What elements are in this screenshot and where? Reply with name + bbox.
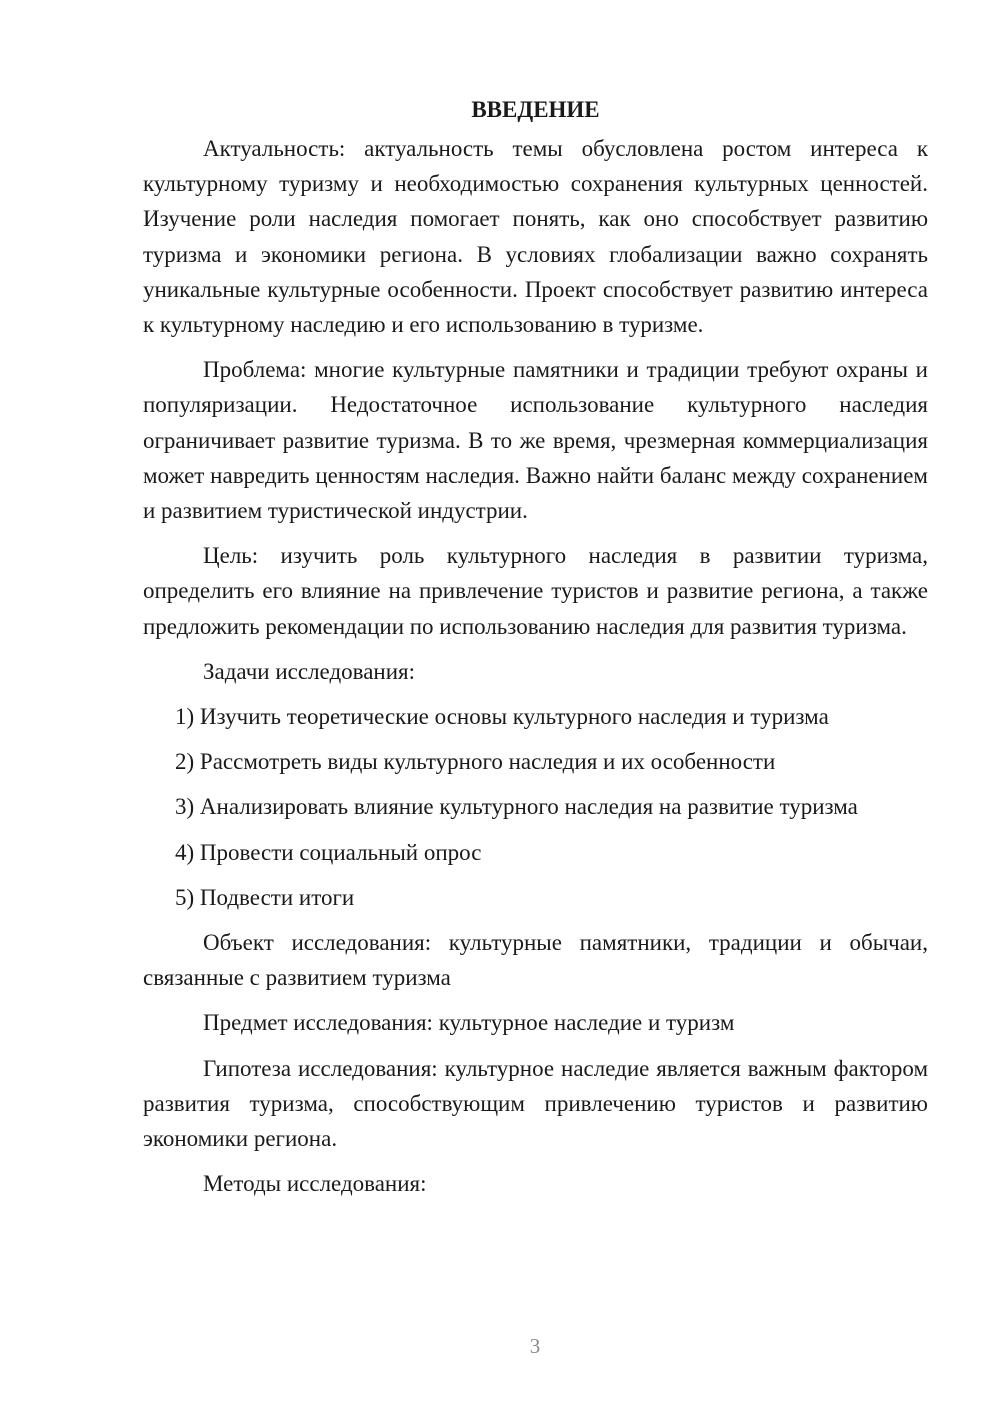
list-item: 2) Рассмотреть виды культурного наследия и их особенности — [175, 749, 776, 775]
list-item: 5) Подвести итоги — [175, 884, 355, 910]
section-title: ВВЕДЕНИЕ — [471, 97, 600, 122]
methods-heading: Методы исследования: — [203, 1171, 427, 1197]
tasks-heading: Задачи исследования: — [203, 658, 416, 684]
page-number: 3 — [529, 1334, 541, 1358]
paragraph-goal: Цель: изучить роль культурного наследия в развитии туризма, определить его влияние на привлечение туристов и развитие региона, а также предложить рекомендации по использованию наследия для развития туризма. — [143, 543, 928, 639]
list-item: 3) Анализировать влияние культурного наследия на развитие туризма — [175, 794, 858, 820]
paragraph-object: Объект исследования: культурные памятники, традиции и обычаи, связанные с развитием туризма — [143, 930, 928, 991]
paragraph-hypothesis: Гипотеза исследования: культурное наследие является важным фактором развития туризма, способствующим привлечению туристов и развитию экономики региона. — [143, 1055, 928, 1152]
tasks-list — [143, 699, 928, 915]
paragraph-subject: Предмет исследования: культурное наследие и туризм — [203, 1010, 735, 1036]
paragraph-problem: Проблема: многие культурные памятники и традиции требуют охраны и популяризации. Недостаточное использование культурного наследия ограничивает развитие туризма. В то же время, чрезмерная коммерциализация может навредить ценностям наследия. Важно найти баланс между сохранением и развитием туристической индустрии. — [143, 357, 928, 524]
list-item: 1) Изучить теоретические основы культурного наследия и туризма — [175, 704, 829, 730]
page-content — [143, 92, 928, 1211]
list-item: 4) Провести социальный опрос — [175, 839, 482, 865]
paragraph-relevance: Актуальность: актуальность темы обусловлена ростом интереса к культурному туризму и необходимостью сохранения культурных ценностей. Изучение роли наследия помогает понять, как оно способствует развитию туризма и экономики региона. В условиях глобализации важно сохранять уникальные культурные особенности. Проект способствует развитию интереса к культурному наследию и его использованию в туризме. — [143, 136, 928, 338]
